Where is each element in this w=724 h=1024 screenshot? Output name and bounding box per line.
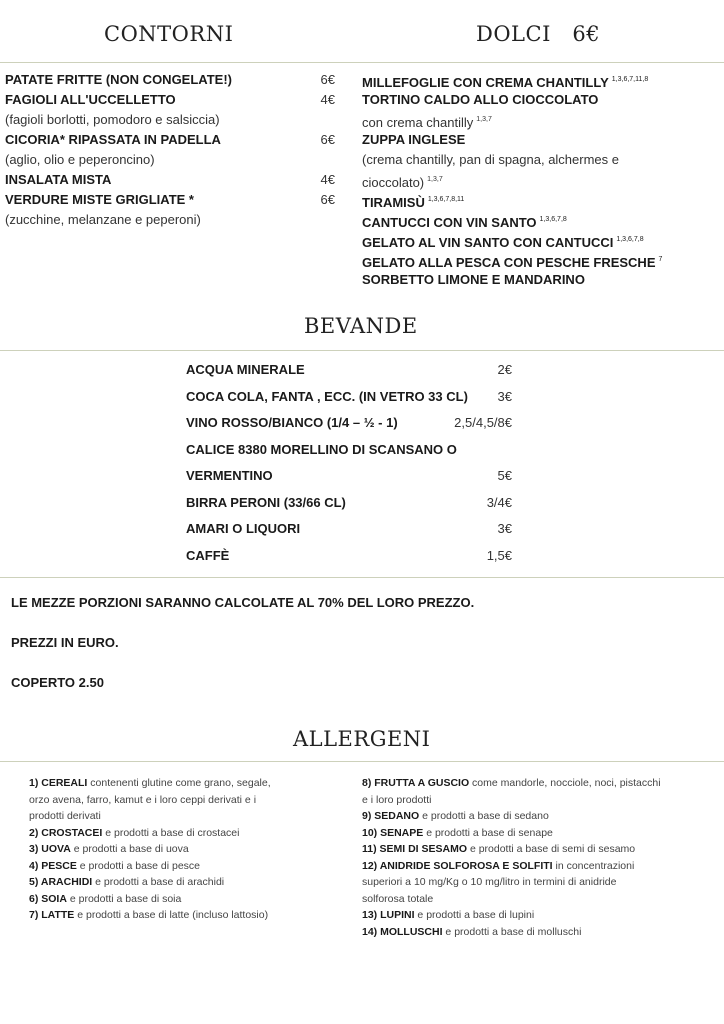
contorno-item-name: VERDURE MISTE GRIGLIATE * — [5, 192, 194, 207]
dolce-item-text: GELATO ALLA PESCA CON PESCHE FRESCHE — [362, 255, 656, 270]
allergen-description: e prodotti a base di latte (incluso lattosio) — [74, 909, 269, 921]
contorno-item-description: (zucchine, melanzane e peperoni) — [5, 212, 201, 227]
dolce-item-text: GELATO AL VIN SANTO CON CANTUCCI — [362, 235, 614, 250]
allergen-description: e prodotti a base di uova — [70, 843, 189, 855]
allergen-description: superiori a 10 mg/Kg o 10 mg/litro in termini di anidride — [362, 876, 617, 888]
bevanda-item-name: BIRRA PERONI (33/66 CL) — [186, 494, 346, 510]
bevanda-item-price: 3/4€ — [486, 494, 512, 510]
contorno-item-price: 4€ — [320, 172, 335, 187]
allergen-line — [29, 808, 101, 825]
allergen-name: 13) LUPINI — [362, 909, 415, 921]
allergen-line — [362, 775, 661, 792]
allergen-name: 7) LATTE — [29, 909, 75, 921]
bevanda-item-price: 3€ — [497, 521, 512, 536]
allergeni-title: ALLERGENI — [293, 727, 431, 751]
allergen-line — [362, 808, 549, 825]
allergen-name: 9) SEDANO — [362, 810, 420, 822]
bevanda-item-price: 3€ — [497, 388, 512, 404]
bevanda-item-price: 1,5€ — [486, 547, 512, 563]
allergen-line — [362, 907, 534, 924]
allergen-name: 5) ARACHIDI — [29, 876, 93, 888]
contorno-item-description: (aglio, olio e peperoncino) — [5, 152, 155, 167]
allergen-line — [29, 825, 239, 842]
bevanda-item-name: COCA COLA, FANTA , ECC. (IN VETRO 33 CL) — [186, 388, 468, 404]
note-prezzi: PREZZI IN EURO. — [11, 635, 119, 650]
allergen-line — [29, 775, 271, 792]
contorno-item-name: INSALATA MISTA — [5, 172, 112, 187]
allergen-line — [362, 792, 431, 809]
dolce-item-text: (crema chantilly, pan di spagna, alchermes e — [362, 152, 619, 167]
allergen-description: e prodotti a base di molluschi — [442, 925, 582, 938]
allergen-description: e i loro prodotti — [362, 793, 432, 806]
allergen-name: 6) SOIA — [29, 892, 67, 905]
allergen-description: prodotti derivati — [29, 810, 101, 822]
allergen-description: e prodotti a base di sedano — [419, 810, 549, 822]
allergen-line — [362, 874, 616, 891]
bevanda-item-price: 2€ — [497, 362, 512, 377]
allergen-name: 14) MOLLUSCHI — [362, 925, 443, 938]
allergen-line — [29, 858, 200, 875]
allergen-description: e prodotti a base di lupini — [414, 909, 535, 921]
allergen-description: e prodotti a base di arachidi — [92, 876, 225, 888]
contorno-item-price: 4€ — [320, 92, 335, 107]
divider — [0, 350, 724, 351]
bevanda-item-name: VERMENTINO — [186, 468, 273, 483]
contorni-title: CONTORNI — [104, 22, 234, 46]
allergen-codes: 1,3,7 — [476, 116, 492, 123]
allergen-description: solforosa totale — [362, 892, 434, 905]
dolce-item-description — [362, 150, 619, 170]
contorno-item-price: 6€ — [320, 132, 335, 147]
allergen-name: 1) CEREALI — [29, 777, 88, 789]
allergen-line — [362, 825, 553, 842]
dolci-title: DOLCI 6€ — [476, 22, 601, 46]
contorno-item-price: 6€ — [320, 192, 335, 207]
dolce-item-name — [362, 130, 465, 150]
allergen-line — [29, 874, 224, 891]
dolce-item-text: cioccolato) — [362, 175, 425, 190]
bevanda-item-name: CALICE 8380 MORELLINO DI SCANSANO O — [186, 441, 457, 457]
bevanda-item-name: VINO ROSSO/BIANCO (1/4 – ½ - 1) — [186, 415, 398, 430]
note-coperto: COPERTO 2.50 — [11, 675, 104, 690]
divider — [0, 577, 724, 578]
allergen-name: 8) FRUTTA A GUSCIO — [362, 777, 470, 789]
dolce-item-text: MILLEFOGLIE CON CREMA CHANTILLY — [362, 75, 609, 90]
allergen-name: 11) SEMI DI SESAMO — [362, 843, 468, 855]
allergen-line — [29, 792, 256, 809]
contorno-item-description: (fagioli borlotti, pomodoro e salsiccia) — [5, 112, 220, 127]
dolce-item-text: con crema chantilly — [362, 115, 474, 130]
bevanda-item-price: 2,5/4,5/8€ — [454, 415, 512, 430]
contorno-item-name: PATATE FRITTE (NON CONGELATE!) — [5, 72, 232, 87]
dolce-item-text: SORBETTO LIMONE E MANDARINO — [362, 272, 585, 287]
contorno-item-price: 6€ — [320, 72, 335, 87]
allergen-line — [29, 891, 181, 908]
allergen-codes: 1,3,6,7,8,11 — [427, 196, 465, 203]
allergen-codes: 1,3,7 — [427, 176, 443, 183]
dolce-item-text: TORTINO CALDO ALLO CIOCCOLATO — [362, 92, 599, 107]
dolce-item-text: CANTUCCI CON VIN SANTO — [362, 215, 537, 230]
contorno-item-name: FAGIOLI ALL'UCCELLETTO — [5, 92, 176, 107]
dolce-item-name — [362, 270, 585, 290]
note-mezze-porzioni: LE MEZZE PORZIONI SARANNO CALCOLATE AL 70% DEL LORO PREZZO. — [11, 595, 475, 610]
allergen-name: 4) PESCE — [29, 859, 77, 872]
bevanda-item-price: 5€ — [497, 468, 512, 483]
allergen-line — [362, 924, 581, 941]
allergen-codes: 1,3,6,7,8 — [539, 216, 567, 223]
bevanda-item-name: AMARI O LIQUORI — [186, 521, 301, 536]
allergen-line — [362, 841, 635, 858]
allergen-line — [29, 907, 268, 924]
dolce-item-text: ZUPPA INGLESE — [362, 132, 466, 147]
allergen-description: e prodotti a base di soia — [66, 892, 182, 905]
allergen-codes: 1,3,6,7,11,8 — [611, 76, 649, 83]
allergen-description: e prodotti a base di semi di sesamo — [467, 843, 636, 855]
allergen-name: 2) CROSTACEI — [29, 826, 103, 839]
allergen-line — [29, 841, 189, 858]
contorno-item-name: CICORIA* RIPASSATA IN PADELLA — [5, 132, 221, 147]
allergen-description: come mandorle, nocciole, noci, pistacchi — [469, 777, 661, 789]
divider — [0, 761, 724, 762]
allergen-codes: 1,3,6,7,8 — [616, 236, 644, 243]
allergen-name: 3) UOVA — [29, 843, 71, 855]
allergen-description: e prodotti a base di pesce — [76, 859, 201, 872]
divider — [0, 62, 724, 63]
allergen-line — [362, 891, 433, 908]
bevande-title: BEVANDE — [304, 314, 418, 338]
allergen-description: in concentrazioni — [552, 859, 635, 872]
allergen-description: contenenti glutine come grano, segale, — [87, 777, 271, 789]
allergen-codes: 7 — [658, 256, 663, 263]
allergen-description: e prodotti a base di crostacei — [102, 826, 240, 839]
bevanda-item-name: ACQUA MINERALE — [186, 362, 305, 377]
allergen-name: 12) ANIDRIDE SOLFOROSA E SOLFITI — [362, 859, 553, 872]
allergen-line — [362, 858, 634, 875]
dolce-item-name — [362, 90, 598, 110]
dolce-item-text: TIRAMISÙ — [362, 195, 425, 210]
allergen-description: e prodotti a base di senape — [423, 826, 553, 839]
allergen-name: 10) SENAPE — [362, 826, 424, 839]
allergen-description: orzo avena, farro, kamut e i loro ceppi derivati e i — [29, 793, 257, 806]
bevanda-item-name: CAFFÈ — [186, 547, 230, 563]
